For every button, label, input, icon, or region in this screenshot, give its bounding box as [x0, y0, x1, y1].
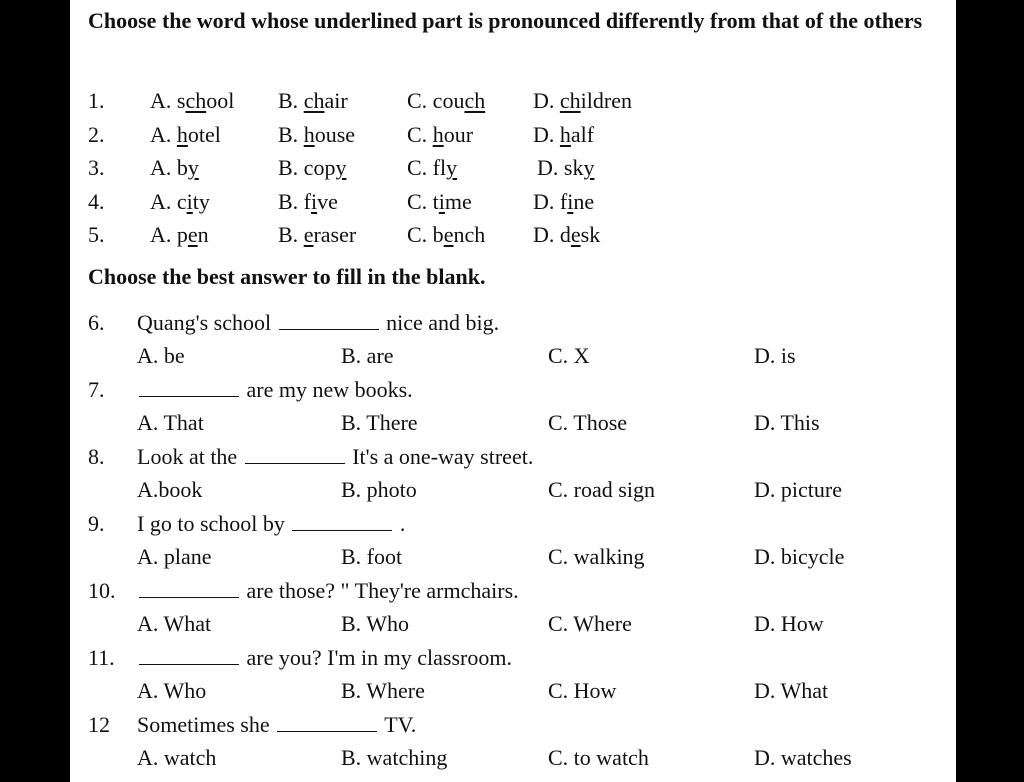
answer-options	[70, 674, 956, 708]
question-number: 9.	[88, 511, 105, 536]
question-stem	[137, 507, 405, 541]
answer-option: C. walking	[548, 544, 645, 569]
underlined-part: i	[567, 188, 574, 214]
underlined-part: h	[303, 121, 315, 147]
answer-options	[70, 607, 956, 641]
option-text: B. cop	[278, 155, 336, 181]
option	[537, 151, 594, 185]
option-text: C. fl	[407, 155, 447, 181]
item-number: 4.	[88, 188, 105, 214]
item-number: 2.	[88, 121, 105, 147]
answer-option: C. X	[548, 343, 590, 368]
option	[407, 185, 472, 219]
option	[533, 185, 594, 219]
answer-option: D. is	[754, 343, 796, 368]
answer-option: A. Who	[137, 678, 207, 703]
question-row	[70, 306, 956, 340]
answer-option: A.book	[137, 477, 203, 502]
question-stem	[137, 708, 416, 742]
item-number: 5.	[88, 222, 105, 248]
section2-title: Choose the best answer to fill in the blank.	[88, 264, 486, 289]
option-text: sk	[580, 222, 601, 248]
answer-blank	[292, 529, 392, 531]
answer-option: D. bicycle	[754, 544, 845, 569]
option-text: ty	[192, 188, 210, 214]
option	[150, 118, 221, 152]
option-text: B.	[278, 88, 304, 113]
underlined-part: ch	[185, 88, 207, 113]
pron-item	[70, 218, 956, 252]
answer-option: A. That	[137, 410, 204, 435]
option	[533, 218, 600, 252]
item-number: 3.	[88, 155, 105, 181]
answer-options	[70, 540, 956, 574]
answer-blank	[139, 596, 239, 598]
answer-option: B. foot	[341, 544, 403, 569]
question-row	[70, 708, 956, 742]
answer-option: D. picture	[754, 477, 842, 502]
underlined-part: y	[583, 155, 595, 181]
answer-option: D. This	[754, 410, 820, 435]
option	[407, 118, 473, 152]
question-number: 8.	[88, 444, 105, 469]
answer-option: B. Who	[341, 611, 410, 636]
option	[407, 151, 457, 185]
option-text: C. t	[407, 188, 439, 214]
question-stem	[137, 373, 413, 407]
option	[407, 218, 485, 252]
option-text: A. s	[150, 88, 186, 113]
option-text: C. cou	[407, 88, 465, 113]
answer-option: A. plane	[137, 544, 212, 569]
stem-before: Sometimes she	[137, 712, 270, 737]
option	[278, 218, 356, 252]
pron-item	[70, 84, 956, 118]
underlined-part: e	[187, 222, 198, 248]
answer-option: C. Where	[548, 611, 632, 636]
option-text: raser	[313, 222, 357, 248]
option	[278, 185, 338, 219]
question-row	[70, 641, 956, 675]
answer-blank	[279, 328, 379, 330]
option-text: D. sk	[537, 155, 584, 181]
option-text: ildren	[580, 88, 632, 113]
answer-blank	[139, 395, 239, 397]
underlined-part: h	[559, 121, 571, 147]
answer-option: A. What	[137, 611, 212, 636]
stem-after: are those? " They're armchairs.	[246, 578, 519, 603]
option-text: A. c	[150, 188, 187, 214]
option-text: D.	[533, 121, 560, 147]
answer-blank	[245, 462, 345, 464]
underlined-part: e	[570, 222, 581, 248]
question-stem	[137, 574, 519, 608]
pron-item	[70, 118, 956, 152]
underlined-part: i	[438, 188, 445, 214]
answer-options	[70, 339, 956, 373]
option-text: ouse	[314, 121, 356, 147]
option	[150, 218, 209, 252]
pron-item	[70, 185, 956, 219]
stem-after: It's a one-way street.	[352, 444, 534, 469]
option-text: ne	[573, 188, 595, 214]
option	[278, 84, 348, 118]
question-stem	[137, 440, 533, 474]
option-text: nch	[453, 222, 486, 248]
underlined-part: i	[311, 188, 318, 214]
question-number: 7.	[88, 377, 105, 402]
stem-before: I go to school by	[137, 511, 285, 536]
question-number: 10.	[88, 578, 116, 603]
option	[278, 118, 355, 152]
underlined-part: e	[443, 222, 454, 248]
option-text: A. p	[150, 222, 188, 248]
answer-option: B. Where	[341, 678, 425, 703]
option	[278, 151, 346, 185]
option	[533, 118, 594, 152]
option-text: A.	[150, 121, 177, 147]
option-text: otel	[187, 121, 221, 147]
option-text: D.	[533, 88, 560, 113]
option-text: C. b	[407, 222, 444, 248]
underlined-part: ch	[464, 88, 486, 113]
answer-blank	[277, 730, 377, 732]
question-row	[70, 373, 956, 407]
question-number: 12	[88, 712, 110, 737]
option-text: C.	[407, 121, 433, 147]
question-row	[70, 574, 956, 608]
answer-option: C. Those	[548, 410, 628, 435]
stem-after: .	[399, 511, 406, 536]
section1-title: Choose the word whose underlined part is pronounced differently from that of the others	[88, 8, 923, 33]
underlined-part: y	[446, 155, 458, 181]
option-text: me	[444, 188, 472, 214]
stem-after: are you? I'm in my classroom.	[246, 645, 512, 670]
underlined-part: ch	[303, 88, 325, 113]
underlined-part: ch	[559, 88, 581, 113]
worksheet-page	[70, 0, 956, 782]
answer-option: D. How	[754, 611, 824, 636]
pron-item	[70, 151, 956, 185]
option-text: ve	[317, 188, 338, 214]
underlined-part: y	[187, 155, 199, 181]
option-text: our	[443, 121, 474, 147]
option-text: n	[197, 222, 209, 248]
answer-option: B. watching	[341, 745, 448, 770]
question-stem	[137, 306, 499, 340]
option-text: air	[324, 88, 348, 113]
option-text: B.	[278, 222, 304, 248]
answer-blank	[139, 663, 239, 665]
underlined-part: h	[432, 121, 444, 147]
answer-option: A. watch	[137, 745, 217, 770]
stem-before: Quang's school	[137, 310, 272, 335]
answer-options	[70, 473, 956, 507]
question-number: 11.	[88, 645, 115, 670]
answer-option: B. There	[341, 410, 418, 435]
question-stem	[137, 641, 512, 675]
answer-option: D. watches	[754, 745, 852, 770]
stem-before: Look at the	[137, 444, 238, 469]
option	[407, 84, 485, 118]
question-number: 6.	[88, 310, 105, 335]
option-text: ool	[206, 88, 235, 113]
option	[150, 151, 199, 185]
answer-option: C. road sign	[548, 477, 655, 502]
stem-after: TV.	[384, 712, 417, 737]
answer-option: D. What	[754, 678, 829, 703]
answer-options	[70, 741, 956, 775]
option	[150, 84, 234, 118]
answer-options	[70, 406, 956, 440]
option	[150, 185, 210, 219]
option	[533, 84, 632, 118]
underlined-part: i	[186, 188, 193, 214]
answer-option: C. to watch	[548, 745, 649, 770]
item-number: 1.	[88, 88, 105, 113]
underlined-part: e	[303, 222, 314, 248]
stem-after: are my new books.	[246, 377, 413, 402]
underlined-part: y	[335, 155, 347, 181]
answer-option: B. photo	[341, 477, 417, 502]
option-text: alf	[570, 121, 595, 147]
option-text: B. f	[278, 188, 311, 214]
option-text: D. d	[533, 222, 571, 248]
option-text: D. f	[533, 188, 568, 214]
stem-after: nice and big.	[386, 310, 500, 335]
option-text: A. b	[150, 155, 188, 181]
question-row	[70, 440, 956, 474]
option-text: B.	[278, 121, 304, 147]
answer-option: C. How	[548, 678, 617, 703]
question-row	[70, 507, 956, 541]
underlined-part: h	[176, 121, 188, 147]
answer-option: A. be	[137, 343, 185, 368]
answer-option: B. are	[341, 343, 394, 368]
